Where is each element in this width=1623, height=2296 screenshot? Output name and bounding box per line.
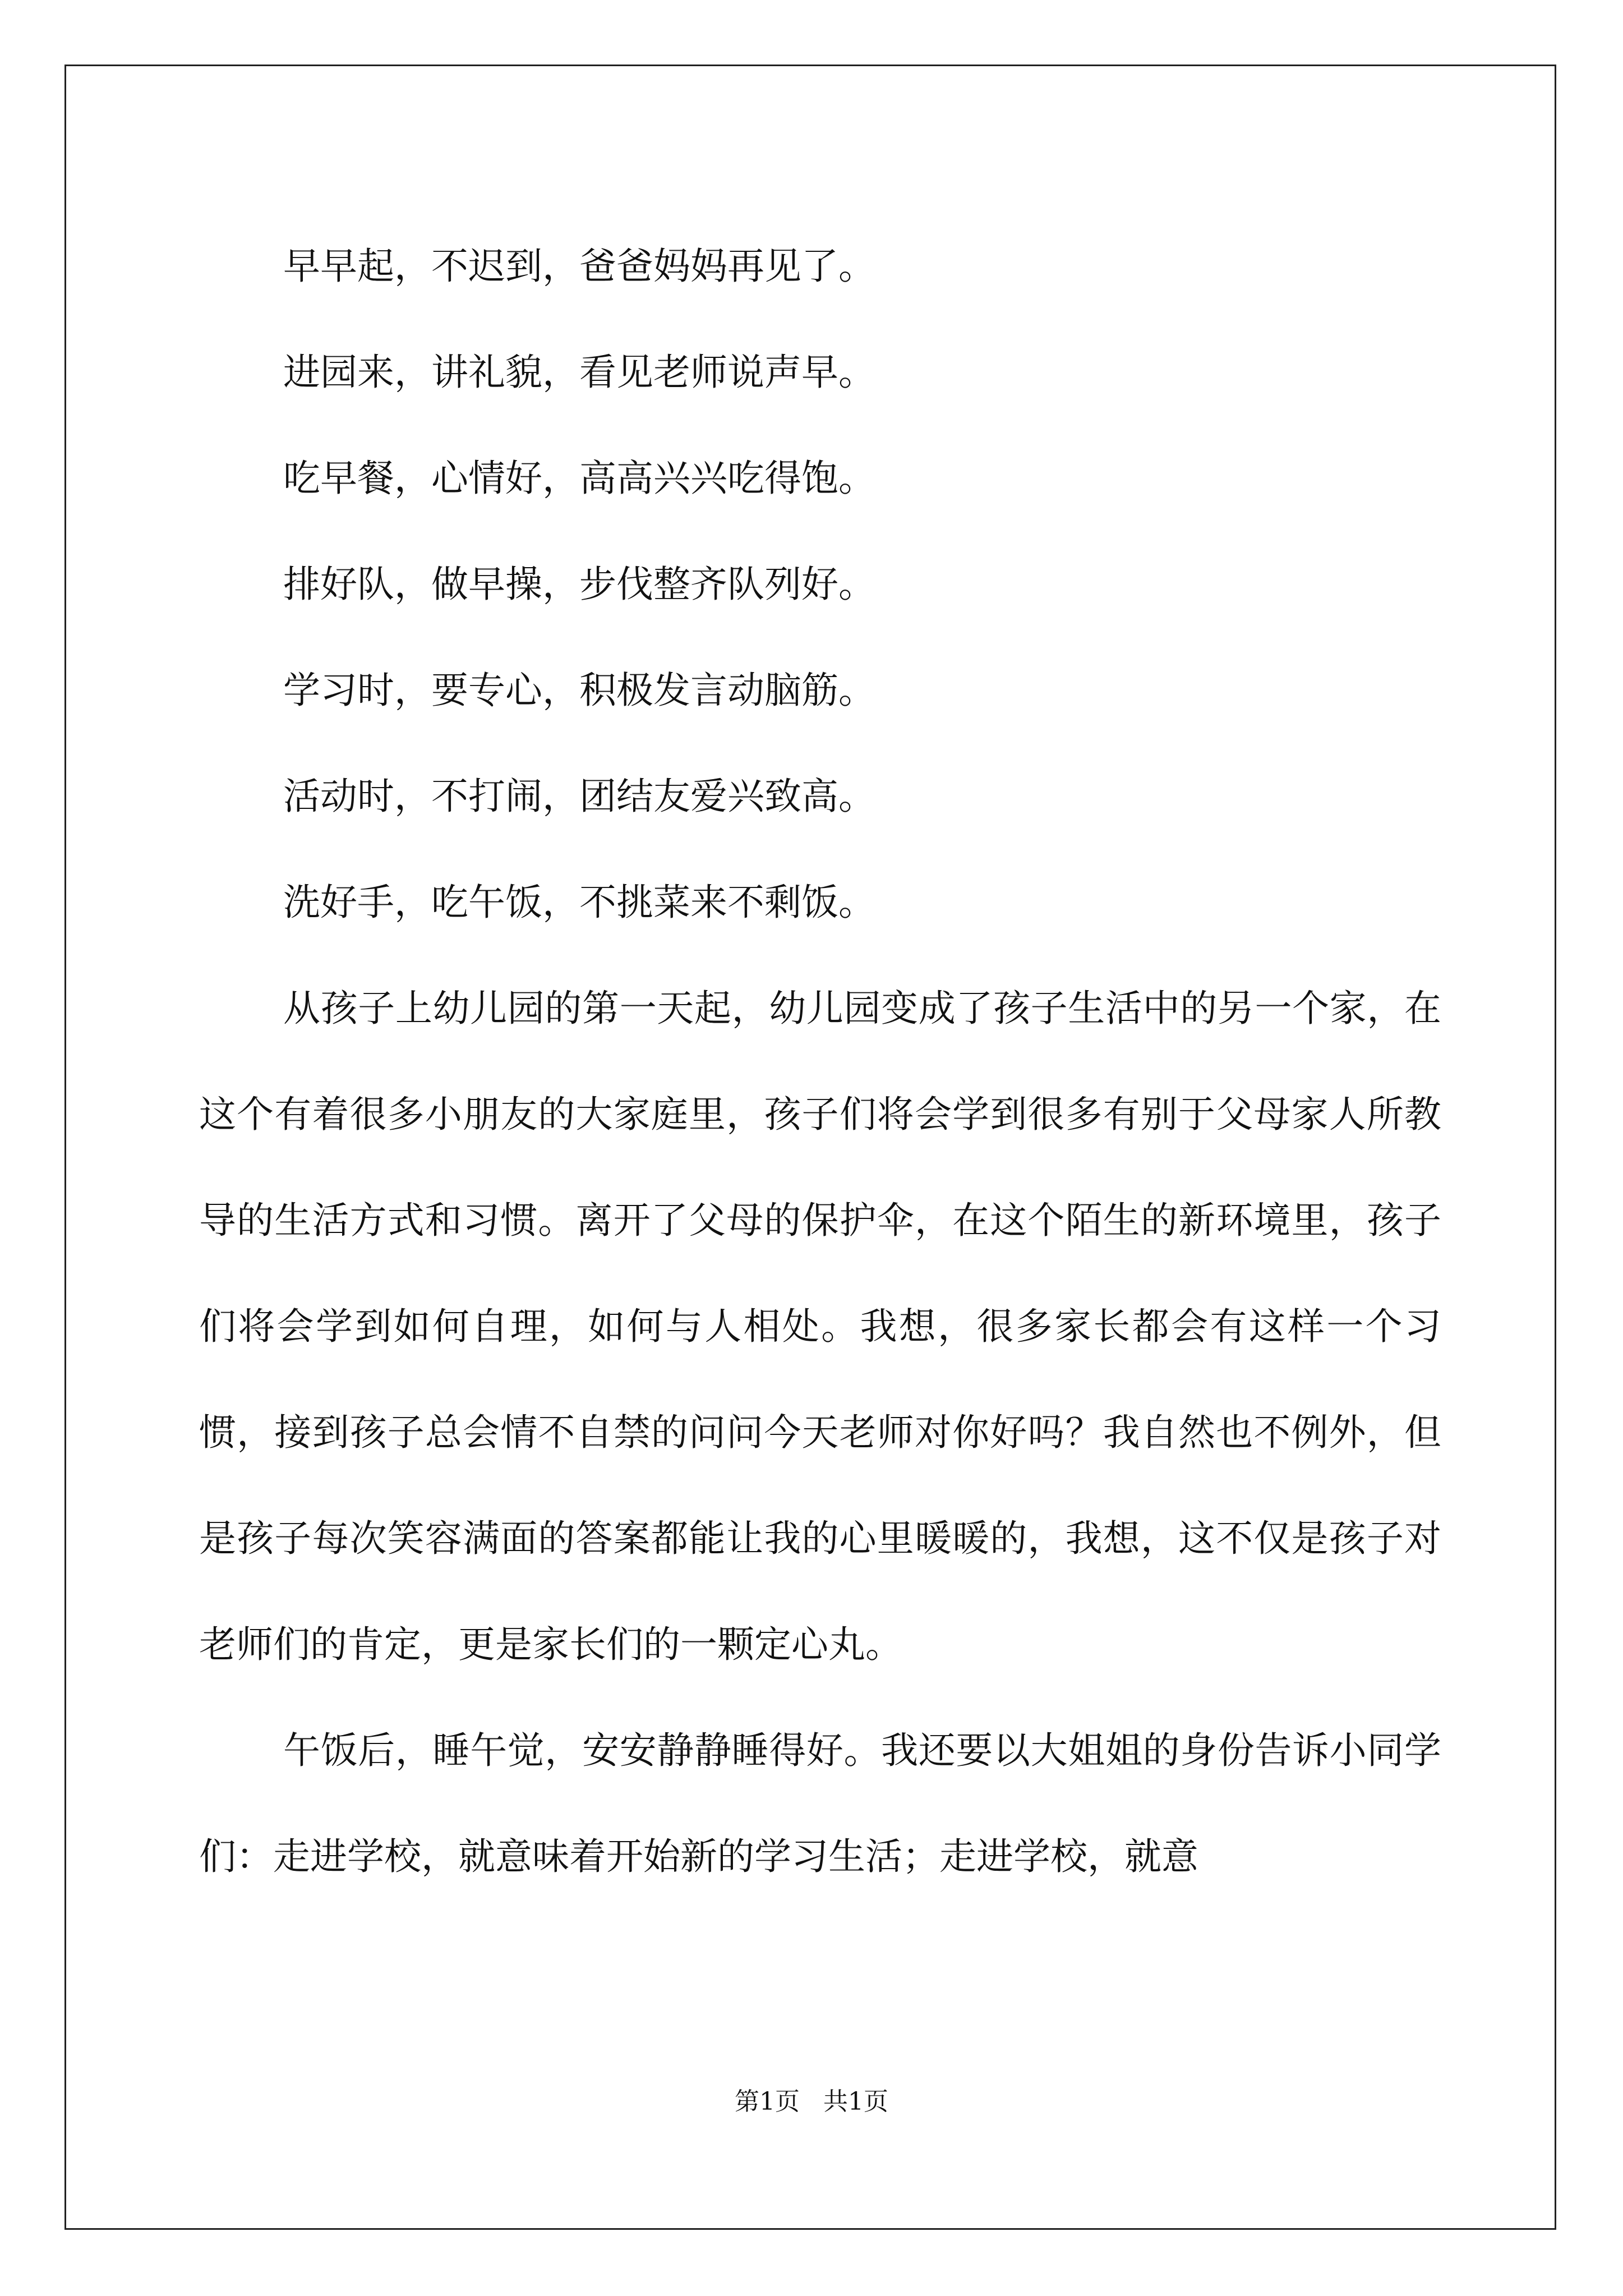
body-paragraph: 午饭后，睡午觉，安安静静睡得好。我还要以大姐姐的身份告诉小同学们：走进学校，就意味着开始新的学习生活；走进学校，就意 [199,1729,1441,1878]
verse-line: 早早起，不迟到，爸爸妈妈再见了。 [283,245,875,288]
verse-line: 排好队，做早操，步伐整齐队列好。 [283,563,875,606]
verse-line: 学习时，要专心，积极发言动脑筋。 [283,669,875,712]
page-number-footer: 第1页 共1页 [735,2087,888,2116]
verse-line: 洗好手，吃午饭，不挑菜来不剩饭。 [283,881,875,924]
verse-line: 吃早餐，心情好，高高兴兴吃得饱。 [283,457,875,500]
verse-line: 活动时，不打闹，团结友爱兴致高。 [283,775,875,818]
document-body [199,213,1441,1910]
body-paragraph: 从孩子上幼儿园的第一天起，幼儿园变成了孩子生活中的另一个家，在这个有着很多小朋友的大家庭里，孩子们将会学到很多有别于父母家人所教导的生活方式和习惯。离开了父母的保护伞，在这个陌生的新环境里，孩子们将会学到如何自理，如何与人相处。我想，很多家长都会有这样一个习惯，接到孩子总会情不自禁的问问今天老师对你好吗？我自然也不例外，但是孩子每次笑容满面的答案都能让我的心里暖暖的，我想，这不仅是孩子对老师们的肯定，更是家长们的一颗定心丸。 [199,987,1441,1666]
verse-line: 进园来，讲礼貌，看见老师说声早。 [283,351,875,394]
